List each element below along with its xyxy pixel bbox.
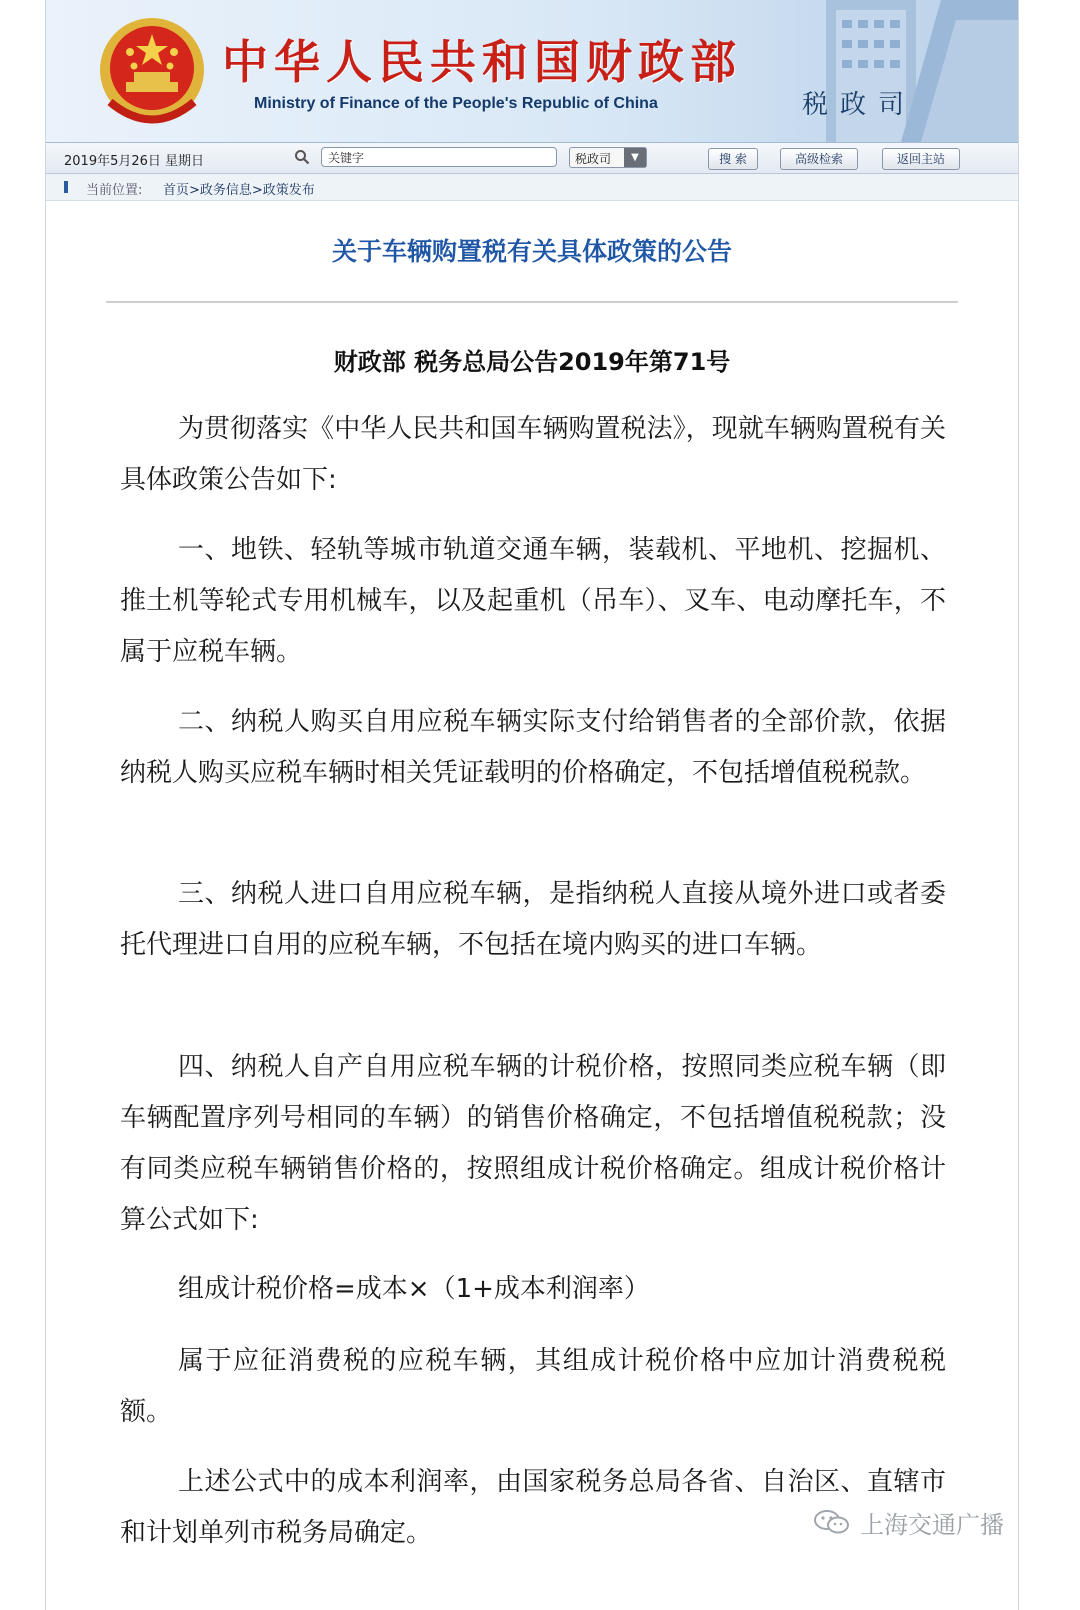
article-paragraph: 为贯彻落实《中华人民共和国车辆购置税法》，现就车辆购置税有关具体政策公告如下: <box>120 414 946 495</box>
formula-line: 组成计税价格=成本×（1+成本利润率） <box>178 1274 650 1304</box>
article-paragraph: 属于应征消费税的应税车辆，其组成计税价格中应加计消费税税额。 <box>120 1346 946 1427</box>
back-to-home-button[interactable]: 返回主站 <box>882 148 960 170</box>
article-paragraph: 三、纳税人进口自用应税车辆，是指纳税人直接从境外进口或者委托代理进口自用的应税车辆，不包括在境内购买的进口车辆。 <box>120 879 946 960</box>
page-frame <box>45 0 1019 1610</box>
scope-select[interactable] <box>569 147 647 168</box>
search-input[interactable] <box>321 147 557 167</box>
national-emblem-icon <box>96 12 208 132</box>
search-icon <box>294 149 310 165</box>
breadcrumb-label: 当前位置: <box>86 183 143 198</box>
advanced-search-button[interactable]: 高级检索 <box>780 148 858 170</box>
building-decoration-icon <box>901 0 1018 142</box>
wechat-icon <box>812 1508 852 1536</box>
search-button[interactable]: 搜 索 <box>708 148 758 170</box>
breadcrumb-marker <box>64 181 68 193</box>
title-divider <box>106 301 958 303</box>
site-banner <box>46 0 1018 143</box>
article-title: 关于车辆购置税有关具体政策的公告 <box>331 237 732 266</box>
department-name: 税政司 <box>802 90 917 120</box>
scope-select-value: 税政司 <box>575 152 612 166</box>
article-subtitle: 财政部 税务总局公告2019年第71号 <box>333 348 731 376</box>
current-date: 2019年5月26日 星期日 <box>64 154 205 169</box>
breadcrumb-path[interactable]: 首页>政务信息>政策发布 <box>163 183 315 198</box>
top-toolbar <box>46 143 1018 174</box>
article-paragraph: 二、纳税人购买自用应税车辆实际支付给销售者的全部价款，依据纳税人购买应税车辆时相关凭证载明的价格确定，不包括增值税税款。 <box>120 707 946 788</box>
breadcrumb <box>46 174 1018 201</box>
article-paragraph: 上述公式中的成本利润率，由国家税务总局各省、自治区、直辖市和计划单列市税务局确定。 <box>120 1467 946 1548</box>
site-title-en: Ministry of Finance of the People's Republic of China <box>254 95 658 112</box>
article-paragraph: 一、地铁、轻轨等城市轨道交通车辆，装载机、平地机、挖掘机、推土机等轮式专用机械车，以及起重机（吊车）、叉车、电动摩托车，不属于应税车辆。 <box>120 535 946 667</box>
article-paragraph: 四、纳税人自产自用应税车辆的计税价格，按照同类应税车辆（即车辆配置序列号相同的车辆）的销售价格确定，不包括增值税税款；没有同类应税车辆销售价格的，按照组成计税价格确定。组成计税价格计算公式如下: <box>120 1052 946 1235</box>
chevron-down-icon: ▼ <box>624 148 646 167</box>
source-watermark: 上海交通广播 <box>860 1511 1004 1539</box>
site-title-cn: 中华人民共和国财政部 <box>222 35 742 89</box>
